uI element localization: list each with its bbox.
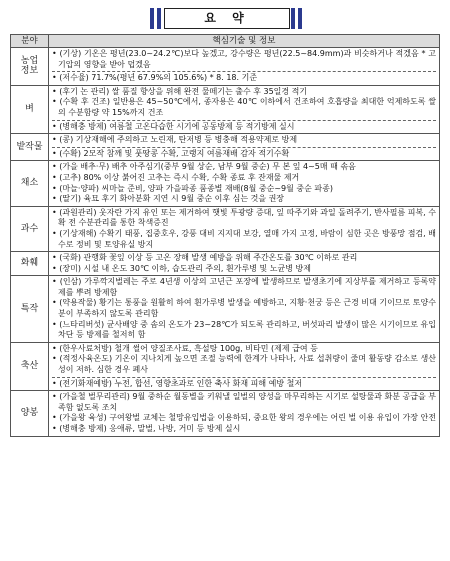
bullet-item: • (기상) 기온은 평년(23.0~24.2℃)보다 높겠고, 강수량은 평년(22.5~84.9mm)과 비슷하거나 적겠음 * 고기압의 영향을 받아 덥겠음	[52, 49, 436, 70]
content-cell	[49, 206, 440, 251]
bullet-item: • (후기 논 관리) 쌀 품질 향상을 위해 완전 물떼기는 출수 후 35일경 적기	[52, 87, 436, 98]
dashed-divider	[52, 147, 436, 148]
bullet-item: • (전기화재예방) 누전, 합선, 영향초과로 인한 축사 화재 피해 예방 철저	[52, 379, 436, 390]
bullet-item: • (고추) 80% 이상 붉어진 고추는 즉시 수확, 수확 종료 후 잔재물 제거	[52, 173, 436, 184]
bullet-item: • (저수율) 71.7%(평년 67.9%의 105.6%) * 8. 18. 기준	[52, 73, 436, 84]
bullet-item: • (수확 후 건조) 일반용은 45~50℃에서, 종자용은 40℃ 이하에서 건조하여 호흡량을 최대한 억제하도록 쌀의 수분함량 약 15%까지 건조	[52, 97, 436, 118]
category-cell: 밭작물	[11, 134, 49, 161]
content-cell	[49, 391, 440, 436]
category-cell: 벼	[11, 85, 49, 133]
content-cell	[49, 161, 440, 206]
title-decor-bar	[157, 8, 161, 29]
category-cell: 양봉	[11, 391, 49, 436]
title-decor-bar	[291, 8, 295, 29]
content-cell	[49, 342, 440, 390]
bullet-item: • (딸기) 육묘 후기 화아분화 지연 시 9월 중순 이후 심는 것을 권장	[52, 194, 436, 205]
bullet-item: • (마늘·양파) 씨마늘 준비, 양파 가을파종 품종별 재배(8월 중순~9월 중순 파종)	[52, 184, 436, 195]
content-cell	[49, 48, 440, 86]
bullet-item: • (수확) 2모작 참깨 및 풋땅콩 수확, 고랭지 여름재배 감자 적기수확	[52, 149, 436, 160]
bullet-item: • (콩) 기상재해에 주의하고 노린재, 탄저병 등 병충해 적용약제로 방제	[52, 135, 436, 146]
bullet-item: • (가을철 벌무리관리) 9월 중하순 월동별을 키워낼 일벌의 양성을 마무리하는 시기로 설탕물과 화분 공급을 부족함 없도록 조치	[52, 392, 436, 413]
title-decor-bar	[298, 8, 302, 29]
summary-table	[10, 34, 440, 437]
table-row	[11, 48, 440, 86]
category-cell: 축산	[11, 342, 49, 390]
bullet-item: • (적정사육온도) 기온이 지나치게 높으면 조절 능력에 한계가 나타나, 사료 섭취량이 줄며 활동량 감소로 생산성이 저하. 심한 경우 폐사	[52, 354, 436, 375]
content-cell	[49, 85, 440, 133]
category-cell: 과수	[11, 206, 49, 251]
bullet-item: • (국화) 관행화 꽃잎 이상 등 고온 장해 발생 예방을 위해 주간온도를 30℃ 이하로 관리	[52, 253, 436, 264]
category-cell: 농업 정보	[11, 48, 49, 86]
bullet-item: • (인삼) 가루깍지벌레는 주로 4년생 이상의 고년근 포장에 발생하므로 발생초기에 지상부를 제거하고 등록약제를 뿌려 방제함	[52, 277, 436, 298]
table-row	[11, 391, 440, 436]
bullet-item: • (느타리버섯) 균사배양 중 솜의 온도가 23~28℃가 되도록 관리하고, 버섯파리 발생이 많은 시기이므로 유입차단 등 방제를 철저히 함	[52, 320, 436, 341]
header-category: 분야	[11, 35, 49, 48]
bullet-item: • (병해충 방제) 응애류, 말벌, 나방, 거미 등 방제 실시	[52, 424, 436, 435]
table-row	[11, 276, 440, 343]
category-cell: 특작	[11, 276, 49, 343]
bullet-item: • (가을왕 육성) 구여왕벌 교체는 철망유입법을 이용하되, 중요한 왕의 경우에는 어린 벌 이용 유입이 가장 안전	[52, 413, 436, 424]
bullet-item: • (약용작물) 황기는 통풍을 원활히 하여 흰가루병 발생을 예방하고, 지황·천궁 등은 근경 비대 기이므로 토양수분이 부족하지 않도록 관리함	[52, 298, 436, 319]
table-body	[11, 48, 440, 437]
bullet-item: • (기상재해) 수확기 태풍, 집중호우, 강풍 대비 지지대 보강, 열매 가지 고정, 바람이 심한 곳은 방풍망 점검, 배수로 정비 및 토양유실 방지	[52, 229, 436, 250]
category-cell: 채소	[11, 161, 49, 206]
table-row	[11, 206, 440, 251]
table-header-row	[11, 35, 440, 48]
page-title: 요 약	[164, 8, 290, 29]
table-row	[11, 342, 440, 390]
table-row	[11, 134, 440, 161]
content-cell	[49, 134, 440, 161]
bullet-item: • (장미) 시설 내 온도 30℃ 이하, 습도관리 주의, 흰가루병 및 노균병 방제	[52, 264, 436, 275]
category-cell: 화훼	[11, 252, 49, 276]
bullet-item: • (가을 배추·무) 배추 아주심기(중부 9월 상순, 남부 9월 중순) 무 본 잎 4~5매 때 솎음	[52, 162, 436, 173]
bullet-item: • (과원관리) 웃자란 가지 유인 또는 제거하여 햇빛 투광량 증대, 잎 따주기와 과일 돌려주기, 반사필름 피복, 수확 전 수분관리를 통한 착색증진	[52, 208, 436, 229]
title-area	[0, 0, 450, 36]
table-row	[11, 252, 440, 276]
content-cell	[49, 276, 440, 343]
title-decor-bar	[150, 8, 154, 29]
header-content: 핵심기술 및 정보	[49, 35, 440, 48]
dashed-divider	[52, 120, 436, 121]
bullet-item: • (병해충 방제) 여름철 고온다습한 시기에 공동방제 등 적기방제 실시	[52, 122, 436, 133]
table-row	[11, 161, 440, 206]
bullet-item: • (한우사료처방) 철개 썰어 양질조사료, 흑설탕 100g, 비타민 (제제 급여 등	[52, 344, 436, 355]
dashed-divider	[52, 377, 436, 378]
table-row	[11, 85, 440, 133]
content-cell	[49, 252, 440, 276]
